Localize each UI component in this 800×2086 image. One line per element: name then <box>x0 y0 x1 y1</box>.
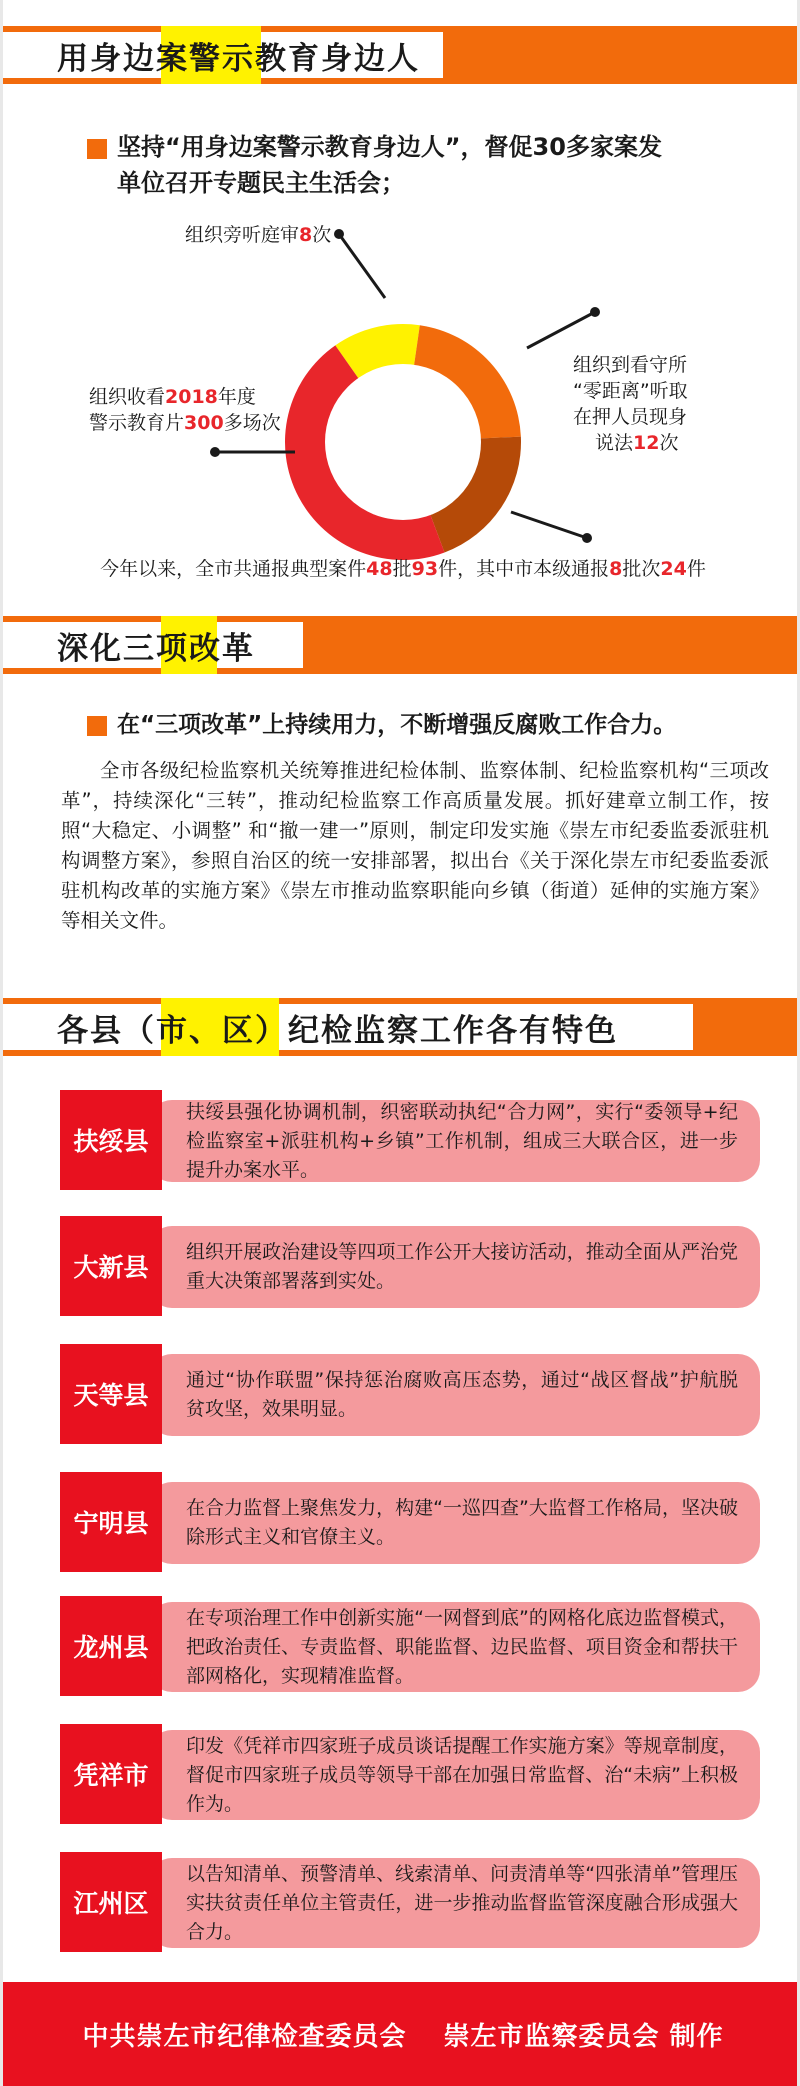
section3-title: 各县（市、区）纪检监察工作各有特色 <box>57 1012 618 1049</box>
donut-chart <box>3 200 800 760</box>
county-name: 凭祥市 <box>60 1724 162 1824</box>
county-ningming <box>60 1472 760 1572</box>
section2-paragraph: 全市各级纪检监察机关统筹推进纪检体制、监察体制、纪检监察机构“三项改革”，持续深化“三转”，推动纪检监察工作高质量发展。抓好建章立制工作，按照“大稳定、小调整” 和“撤一建一”原则，制定印发实施《崇左市纪委监委派驻机构调整方案》，参照自治区的统一安排部署，拟出台《关于深化崇左市纪委监委派驻机构改革的实施方案》《崇左市推动监察职能向乡镇（街道）延伸的实施方案》等相关文件。 <box>61 759 769 932</box>
county-bubble <box>150 1602 760 1692</box>
county-name: 扶绥县 <box>60 1090 162 1190</box>
county-text: 以告知清单、预警清单、线索清单、问责清单等“四张清单”管理压实扶贫责任单位主管责任，进一步推动监督监管深度融合形成强大合力。 <box>186 1862 738 1943</box>
section2-header <box>3 616 800 674</box>
county-name: 江州区 <box>60 1852 162 1952</box>
label-warning-films: 组织收看2018年度 警示教育片300多场次 <box>89 386 281 434</box>
bullet-square <box>87 139 107 159</box>
county-text: 组织开展政治建设等四项工作公开大接访活动，推动全面从严治党重大决策部署落到实处。 <box>186 1241 738 1292</box>
leader-dot-bottom <box>582 533 592 543</box>
section1-title: 用身边案警示教育身边人 <box>57 40 420 77</box>
section2-bullet: 在“三项改革”上持续用力，不断增强反腐败工作合力。 <box>117 712 677 738</box>
leader-dot-top <box>334 229 344 239</box>
leader-dot-right <box>590 307 600 317</box>
section3-header <box>3 998 800 1056</box>
footer-credit: 中共崇左市纪律检查委员会 崇左市监察委员会 制作 <box>82 2021 724 2052</box>
county-bubble <box>150 1858 760 1948</box>
county-text: 通过“协作联盟”保持惩治腐败高压态势，通过“战区督战”护航脱贫攻坚，效果明显。 <box>186 1369 738 1420</box>
footer-banner <box>3 1982 800 2086</box>
label-detention-visit: 组织到看守所 “零距离”听取 在押人员现身 说法12次 <box>573 354 688 454</box>
section1-bullet-line1: 坚持“用身边案警示教育身边人”，督促30多家案发 <box>117 133 662 161</box>
label-trial-audit: 组织旁听庭审8次 <box>185 224 332 246</box>
county-bubble <box>150 1730 760 1820</box>
bullet-square <box>87 716 107 736</box>
county-fusui <box>60 1090 760 1190</box>
county-text: 在合力监督上聚焦发力，构建“一巡四查”大监督工作格局，坚决破除形式主义和官僚主义。 <box>186 1497 738 1548</box>
county-text: 印发《凭祥市四家班子成员谈话提醒工作实施方案》等规章制度，督促市四家班子成员等领导干部在加强日常监督、治“未病”上积极作为。 <box>186 1734 738 1815</box>
leader-line-bottom <box>511 512 587 538</box>
county-name: 龙州县 <box>60 1596 162 1696</box>
county-name: 宁明县 <box>60 1472 162 1572</box>
county-jiangzhou <box>60 1852 760 1952</box>
section1-summary: 今年以来，全市共通报典型案件48批93件，其中市本级通报8批次24件 <box>100 558 706 580</box>
county-tiandeng <box>60 1344 760 1444</box>
county-daxin <box>60 1216 760 1316</box>
section2-title: 深化三项改革 <box>57 630 255 667</box>
leader-line-right <box>527 312 595 348</box>
county-name: 大新县 <box>60 1216 162 1316</box>
section1-bullet-line2: 单位召开专题民主生活会； <box>117 169 405 197</box>
county-text: 在专项治理工作中创新实施“一网督到底”的网格化底边监督模式，把政治责任、专责监督、职能监督、边民监督、项目资金和帮扶干部网格化，实现精准监督。 <box>186 1606 738 1687</box>
leader-line-top <box>339 234 385 298</box>
county-bubble <box>150 1226 760 1308</box>
county-bubble <box>150 1354 760 1436</box>
county-name: 天等县 <box>60 1344 162 1444</box>
section1-header <box>3 26 800 84</box>
county-bubble <box>150 1100 760 1182</box>
county-text: 扶绥县强化协调机制，织密联动执纪“合力网”，实行“委领导+纪检监察室+派驻机构+乡镇”工作机制，组成三大联合区，进一步提升办案水平。 <box>186 1100 738 1181</box>
leader-dot-left <box>210 447 220 457</box>
county-longzhou <box>60 1596 760 1696</box>
county-pingxiang <box>60 1724 760 1824</box>
county-bubble <box>150 1482 760 1564</box>
donut-hole <box>325 364 481 520</box>
